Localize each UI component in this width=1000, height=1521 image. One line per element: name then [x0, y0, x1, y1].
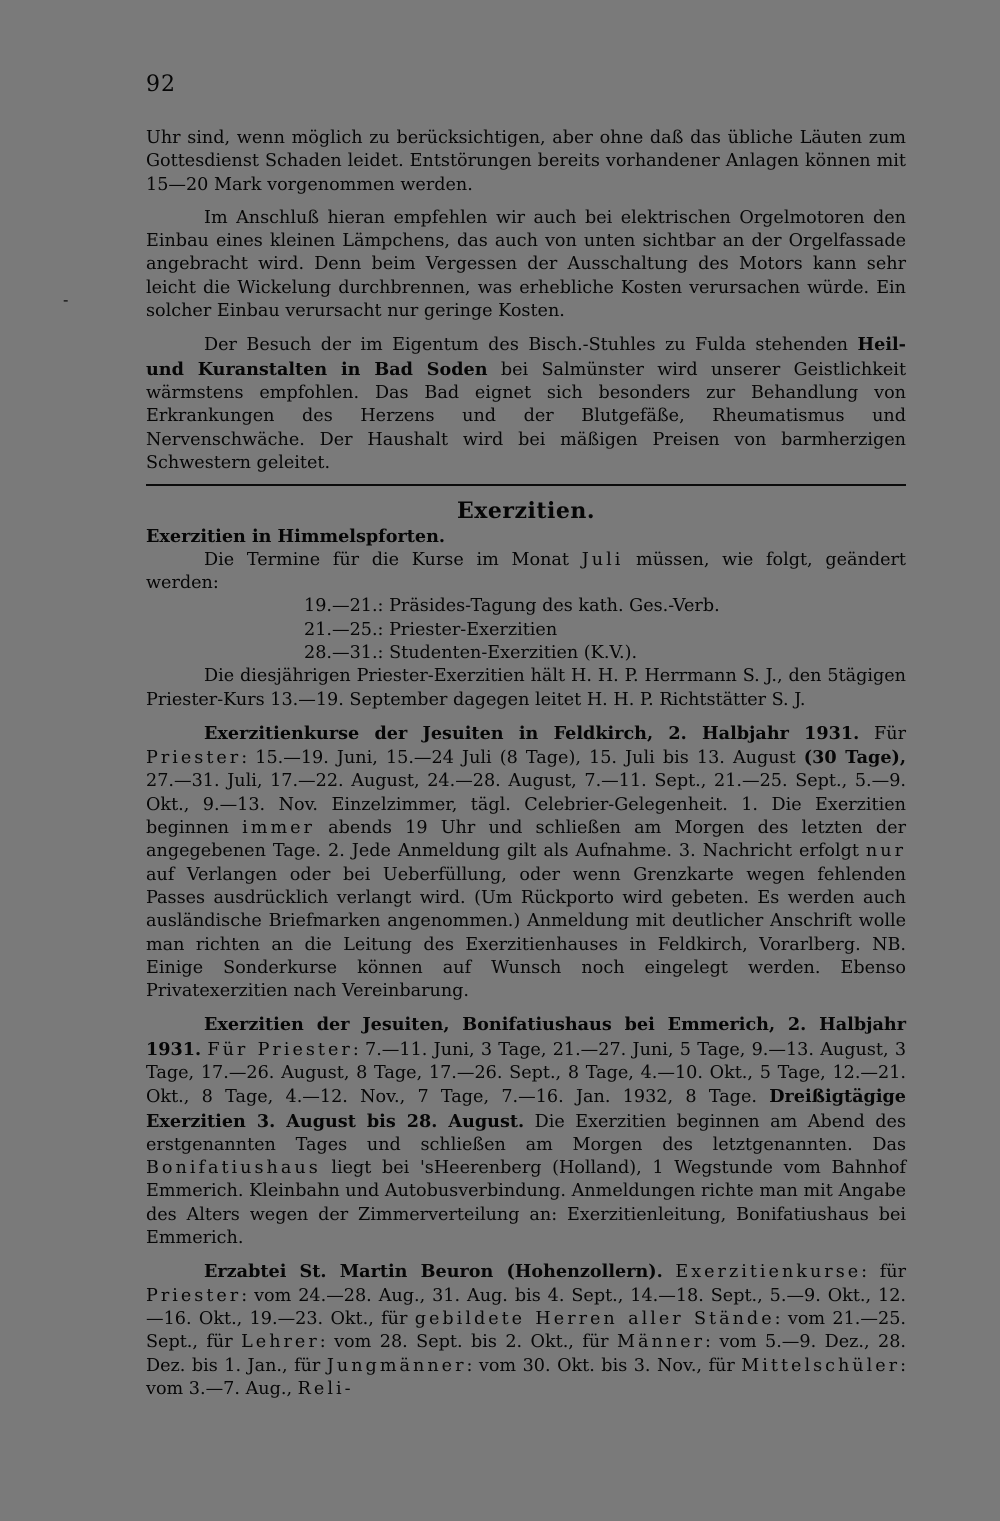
text-run: : vom 24.—28. Aug., 31. Aug. bis 4. Sept., 14.—18. Sept., 5.—9. Okt., 12.—16. Okt., 19.—23. Okt., für [146, 1285, 906, 1329]
spaced-run: Reli- [297, 1378, 354, 1399]
section-title: Exerzitien. [457, 498, 595, 525]
text-run: Die Termine für die Kurse im Monat [204, 549, 582, 570]
margin-mark: - [63, 290, 69, 309]
text-run: : vom 28. Sept. bis 2. Okt., für [319, 1332, 618, 1353]
emmerich-paragraph [146, 1013, 906, 1250]
text-run: abends 19 Uhr und schließen am Morgen des letzten der angegebenen Tage. 2. Jede Anmeldung gilt als Aufnahme. 3. Nachricht erfolgt [146, 818, 906, 862]
spaced-run: Für Priester [207, 1039, 353, 1060]
text-run: : für [861, 1262, 906, 1283]
text-run: : vom 21.—25. Sept., für [146, 1308, 906, 1353]
intro-paragraph-1: Uhr sind, wenn möglich zu berücksichtigen, aber ohne daß das übliche Läuten zum Gottesdienst Schaden leidet. Entstörungen bereits vorhandener Anlagen können mit 15—20 Mark vorgenommen werden. [146, 128, 906, 195]
text-run: : vom 5.—9. Dez., 28. Dez. bis 1. Jan., für [146, 1332, 906, 1376]
text-run: : vom 3.—7. Aug., [146, 1355, 907, 1399]
intro-paragraph-2: Im Anschluß hieran empfehlen wir auch bei elektrischen Orgelmotoren den Einbau eines kleinen Lämpchens, das auch von unten sichtbar an der Orgelfassade angebracht wird. Denn beim Vergessen der Ausschaltung des Motors kann sehr leicht die Wickelung durchbrennen, was erhebliche Kosten verursachen würde. Ein solcher Einbau verursacht nur geringe Kosten. [146, 207, 906, 322]
bold-run: (30 Tage), [803, 747, 906, 769]
text-run: müssen, wie folgt, geändert werden: [146, 549, 906, 594]
text-run: Der Besuch der im Eigentum des Bisch.-Stuhles zu Fulda stehenden [204, 335, 858, 356]
beuron-heading: Erzabtei St. Martin Beuron (Hohenzollern). [204, 1261, 663, 1283]
text-run: : 15.—19. Juni, 15.—24 Juli (8 Tage), 15. Juli bis 13. August [241, 748, 804, 769]
bold-run: Heil- und Kuranstalten in Bad Soden [146, 334, 906, 380]
text-run: Für [859, 723, 906, 744]
spaced-run: Bonifatiushaus [146, 1158, 321, 1179]
beuron-paragraph [146, 1260, 906, 1401]
section-divider [146, 484, 906, 486]
himmelspforten-note: Die diesjährigen Priester-Exerzitien hält H. H. P. Herrmann S. J., den 5tägigen Priester-Kurs 13.—19. September dagegen leitet H. H. P. Richtstätter S. J. [146, 666, 906, 710]
text-run: liegt bei 'sHeerenberg (Holland), 1 Wegstunde vom Bahnhof Emmerich. Kleinbahn und Autobusverbindung. Anmeldungen richte man mit Angabe des Alters wegen der Zimmerverteilung an: Exerzitienleitung, Bonifatiushaus bei Emmerich. [146, 1158, 906, 1249]
text-run: bei Salmünster wird unserer Geistlichkeit wärmstens empfohlen. Das Bad eignet sich besonders zur Behandlung von Erkrankungen des Herzens und der Blutgefäße, Rheumatismus und Nervenschwäche. Der Haushalt wird bei mäßigen Preisen von barmherzigen Schwestern geleitet. [146, 359, 907, 473]
text-run: auf Verlangen oder bei Ueberfüllung, oder wenn Grenzkarte wegen fehlenden Passes ausdrücklich verlangt wird. (Um Rückporto wird gebeten. Es werden auch ausländische Briefmarken angenommen.) Anmeldung mit deutlicher Anschrift wolle man richten an die Leitung des Exerzitienhauses in Feldkirch, Vorarlberg. NB. Einige Sonderkurse können auf Wunsch noch eingelegt werden. Ebenso Privatexerzitien nach Vereinbarung. [146, 864, 906, 1002]
spaced-run: immer [242, 818, 315, 839]
spaced-run: Juli [581, 549, 624, 570]
spaced-run: Mittelschüler [741, 1355, 901, 1376]
intro-paragraph-3 [146, 333, 906, 475]
spaced-run: Lehrer [241, 1332, 320, 1353]
himmelspforten-heading: Exerzitien in Himmelspforten. [146, 526, 445, 548]
spaced-run: Jungmänner [326, 1355, 467, 1376]
text-run: : 7.—11. Juni, 3 Tage, 21.—27. Juni, 5 Tage, 9.—13. August, 3 Tage, 17.—26. August, 8 Tage, 17.—26. Sept., 8 Tage, 4.—10. Okt., 5 Tage, 12.—21. Okt., 8 Tage, 4.—12. Nov., 7 Tage, 7.—16. Jan. 1932, 8 Tage. [146, 1039, 907, 1108]
text-run: 27.—31. Juli, 17.—22. August, 24.—28. August, 7.—11. Sept., 21.—25. Sept., 5.—9. Okt., 9.—13. Nov. Einzelzimmer, tägl. Celebrier-Gelegenheit. 1. Die Exerzitien beginnen [146, 771, 906, 839]
himmelspforten-intro [146, 549, 906, 596]
bold-run: Dreißigtägige Exerzitien 3. August bis 28. August. [146, 1086, 906, 1132]
spaced-run: nur [865, 841, 906, 862]
text-run: Die Exerzitien beginnen am Abend des erstgenannten Tages und schließen am Morgen des letztgenannten. Das [146, 1111, 906, 1155]
schedule-item: 21.—25.: Priester-Exerzitien [304, 619, 558, 640]
spaced-run: Männer [617, 1332, 706, 1353]
text-run: : vom 30. Okt. bis 3. Nov., für [466, 1355, 742, 1376]
feldkirch-paragraph [146, 722, 906, 1004]
text-column [146, 127, 906, 1401]
spaced-run: Priester [146, 748, 242, 769]
emmerich-heading: Exerzitien der Jesuiten, Bonifatiushaus bei Emmerich, 2. Halbjahr 1931. [146, 1014, 906, 1060]
himmelspforten-schedule [146, 595, 906, 665]
spaced-run: gebildete Herren aller Stände [414, 1308, 775, 1329]
schedule-item: 19.—21.: Präsides-Tagung des kath. Ges.-Verb. [304, 596, 720, 617]
spaced-run: Exerzitienkurse [675, 1262, 862, 1283]
schedule-item: 28.—31.: Studenten-Exerzitien (K.V.). [304, 642, 638, 663]
page-number: 92 [146, 72, 176, 97]
spaced-run: Priester [146, 1285, 242, 1306]
feldkirch-heading: Exerzitienkurse der Jesuiten in Feldkirch, 2. Halbjahr 1931. [204, 722, 860, 744]
